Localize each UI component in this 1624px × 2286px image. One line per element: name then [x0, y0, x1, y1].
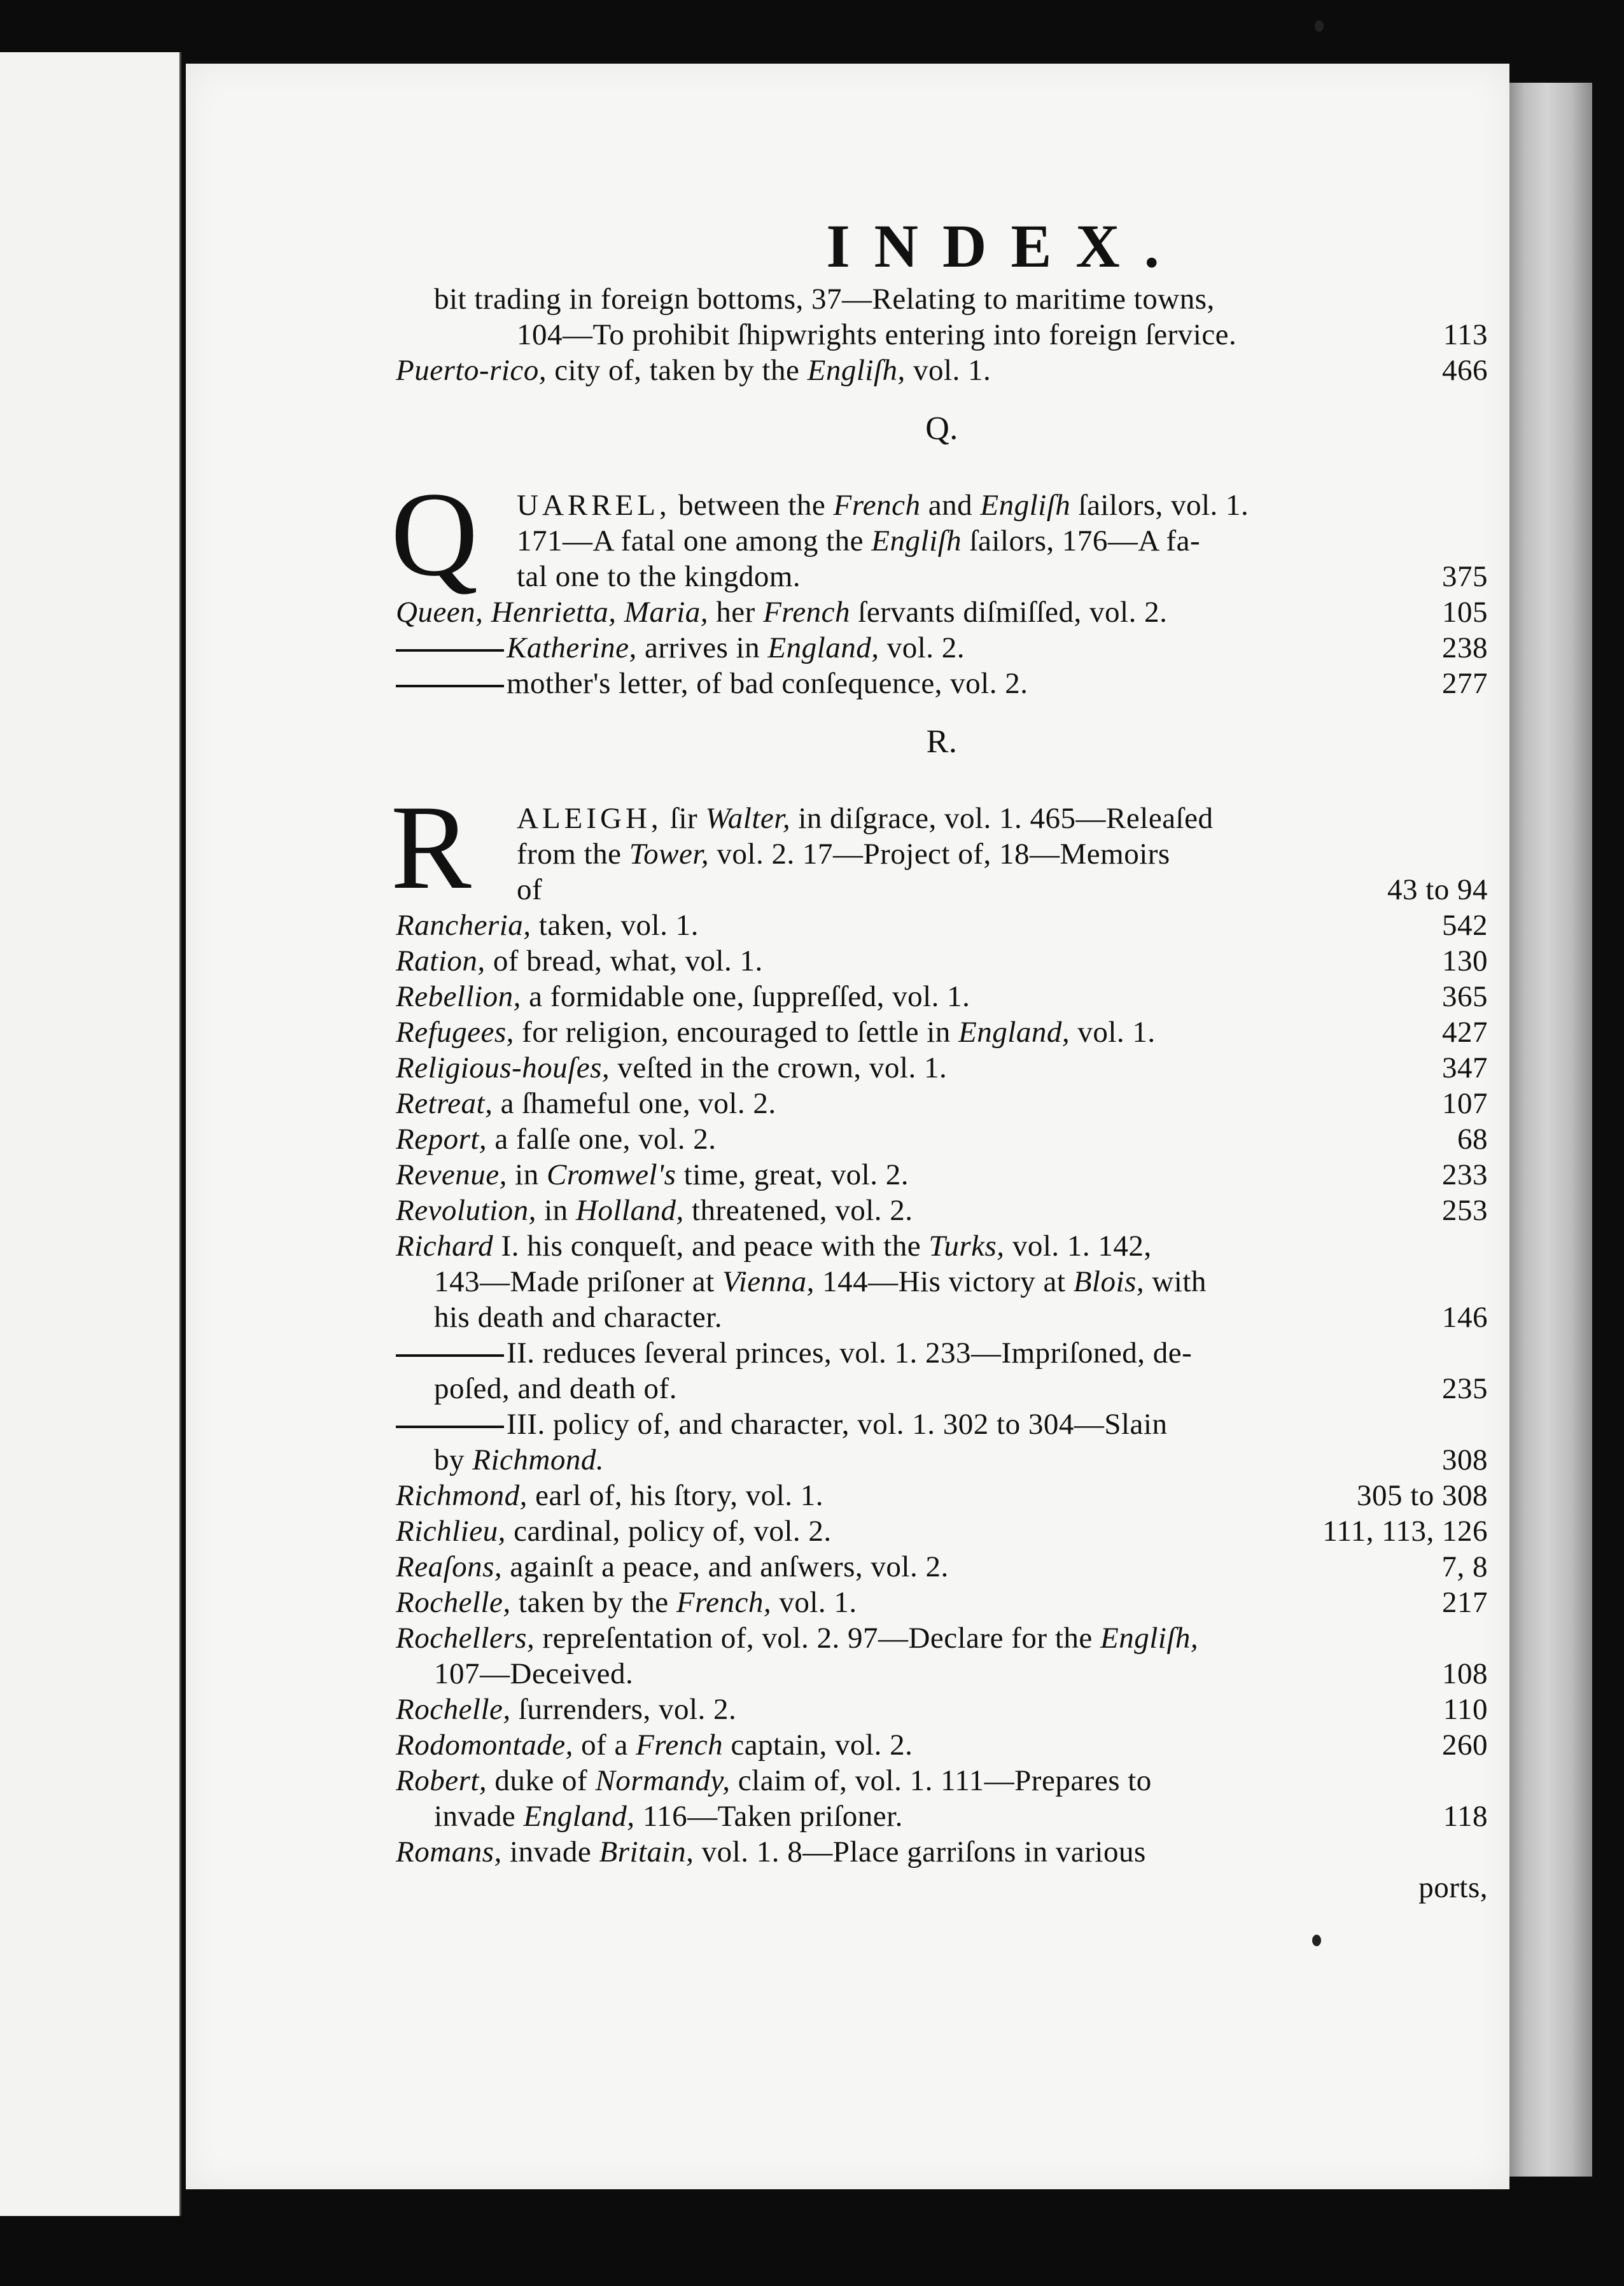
- index-entry-romans: Romans, invade Britain, vol. 1. 8—Place garriſons in various ports,: [396, 1835, 1488, 1904]
- page-number: 118: [1443, 1800, 1488, 1833]
- page-number: 107: [1442, 1087, 1488, 1120]
- page-number: 260: [1442, 1729, 1488, 1762]
- page-number: 113: [1443, 318, 1488, 351]
- page-number: 233: [1442, 1158, 1488, 1191]
- index-page: [186, 64, 1509, 2189]
- page-number: 347: [1442, 1051, 1488, 1084]
- drop-cap: R: [391, 781, 472, 915]
- book-spine: [1509, 83, 1592, 2177]
- index-entry: Revolution, in Holland, threatened, vol. 2. 253: [396, 1194, 1488, 1227]
- index-entry-puerto-rico: Puerto-rico, city of, taken by the Engliſh, vol. 1. 466: [396, 354, 1488, 387]
- index-entry-raleigh: R ALEIGH, ſir Walter, in diſgrace, vol. 1. 465—Releaſed from the Tower, vol. 2. 17—Project of, 18—Memoirs of 43 to 94: [391, 781, 1488, 915]
- page-number: 365: [1442, 980, 1488, 1013]
- index-entry-robert: Robert, duke of Normandy, claim of, vol. 1. 111—Prepares to invade England, 116—Taken priſoner. 118: [396, 1764, 1488, 1833]
- index-entry-rochelle: Rochelle, taken by the French, vol. 1. 217: [396, 1586, 1488, 1619]
- index-entry-rochelle: Rochelle, ſurrenders, vol. 2. 110: [396, 1693, 1488, 1726]
- index-line: bit trading in foreign bottoms, 37—Relating to maritime towns,: [434, 283, 1215, 316]
- index-entry-reasons: Reaſons, againſt a peace, and anſwers, vol. 2. 7, 8: [396, 1550, 1488, 1583]
- page-number: 277: [1442, 667, 1488, 700]
- section-letter-q: Q.: [925, 410, 958, 447]
- index-entry-richard: Richard I. his conqueſt, and peace with the Turks, vol. 1. 142, 143—Made priſoner at Vienna, 144—His victory at Blois, with his death and character. 146 II. reduces ſeveral princes, vol. 1. 233—Impriſoned, de- poſed, and death of. 235 III. policy of, and character, vol. 1. 302 to 304—Slain by Richmond. 308: [396, 1230, 1488, 1476]
- page-number: 43 to 94: [1387, 873, 1488, 906]
- catchword: ports,: [1418, 1871, 1488, 1904]
- index-entry: Ration, of bread, what, vol. 1. 130: [396, 944, 1488, 978]
- page-number: 108: [1442, 1657, 1488, 1690]
- ditto-rule: [396, 649, 504, 652]
- page-number: 235: [1442, 1372, 1488, 1405]
- index-entry-quarrel: Q UARREL, between the French and Engliſh ſailors, vol. 1. 171—A fatal one among the Engliſh ſailors, 176—A fa- tal one to the kingdom. 375: [391, 468, 1488, 601]
- page-number: 305 to 308: [1356, 1479, 1488, 1512]
- ink-speck: [1315, 20, 1324, 32]
- page-number: 427: [1442, 1016, 1488, 1049]
- page-title: INDEX.: [826, 212, 1184, 280]
- index-line: 104—To prohibit ſhipwrights entering into foreign ſervice. 113: [517, 318, 1488, 351]
- index-entry: Religious-houſes, veſted in the crown, vol. 1. 347: [396, 1051, 1488, 1084]
- index-entry: Rancheria, taken, vol. 1. 542: [396, 909, 1488, 942]
- index-entry-queen: Queen, Henrietta, Maria, her French ſervants diſmiſſed, vol. 2. 105: [396, 596, 1488, 629]
- page-number: 238: [1442, 631, 1488, 664]
- index-entry-richmond: Richmond, earl of, his ſtory, vol. 1. 305 to 308: [396, 1479, 1488, 1512]
- page-number: 130: [1442, 944, 1488, 978]
- ink-speck: [1312, 1935, 1321, 1946]
- page-number: 253: [1442, 1194, 1488, 1227]
- index-entry: Retreat, a ſhameful one, vol. 2. 107: [396, 1087, 1488, 1120]
- page-number: 542: [1442, 909, 1488, 942]
- page-number: 111, 113, 126: [1322, 1515, 1488, 1548]
- page-number: 7, 8: [1441, 1550, 1488, 1583]
- index-entry: Report, a falſe one, vol. 2. 68: [396, 1123, 1488, 1156]
- page-number: 110: [1443, 1693, 1488, 1726]
- page-number: 217: [1442, 1586, 1488, 1619]
- index-entry-mother: mother's letter, of bad conſequence, vol. 2. 277: [396, 666, 1488, 701]
- index-entry-rodomontade: Rodomontade, of a French captain, vol. 2. 260: [396, 1729, 1488, 1762]
- index-entry-katherine: Katherine, arrives in England, vol. 2. 238: [396, 630, 1488, 666]
- index-entry: Rebellion, a formidable one, ſuppreſſed, vol. 1. 365: [396, 980, 1488, 1013]
- drop-cap: Q: [391, 468, 479, 601]
- index-entry-rochellers: Rochellers, repreſentation of, vol. 2. 97—Declare for the Engliſh, 107—Deceived. 108: [396, 1622, 1488, 1690]
- page-number: 146: [1442, 1301, 1488, 1334]
- page-number: 375: [1442, 560, 1488, 593]
- index-entry-richlieu: Richlieu, cardinal, policy of, vol. 2. 111, 113, 126: [396, 1515, 1488, 1548]
- page-number: 68: [1457, 1123, 1488, 1156]
- ditto-rule: [396, 1354, 504, 1357]
- ditto-rule: [396, 1426, 504, 1428]
- page-number: 105: [1442, 596, 1488, 629]
- index-entry: Revenue, in Cromwel's time, great, vol. 2. 233: [396, 1158, 1488, 1191]
- left-page-edge: [0, 52, 181, 2216]
- ditto-rule: [396, 685, 504, 687]
- index-entry: Refugees, for religion, encouraged to ſettle in England, vol. 1. 427: [396, 1016, 1488, 1049]
- page-number: 308: [1442, 1443, 1488, 1476]
- index-text: [391, 211, 1488, 1905]
- page-number: 466: [1442, 354, 1488, 387]
- section-letter-r: R.: [926, 724, 958, 760]
